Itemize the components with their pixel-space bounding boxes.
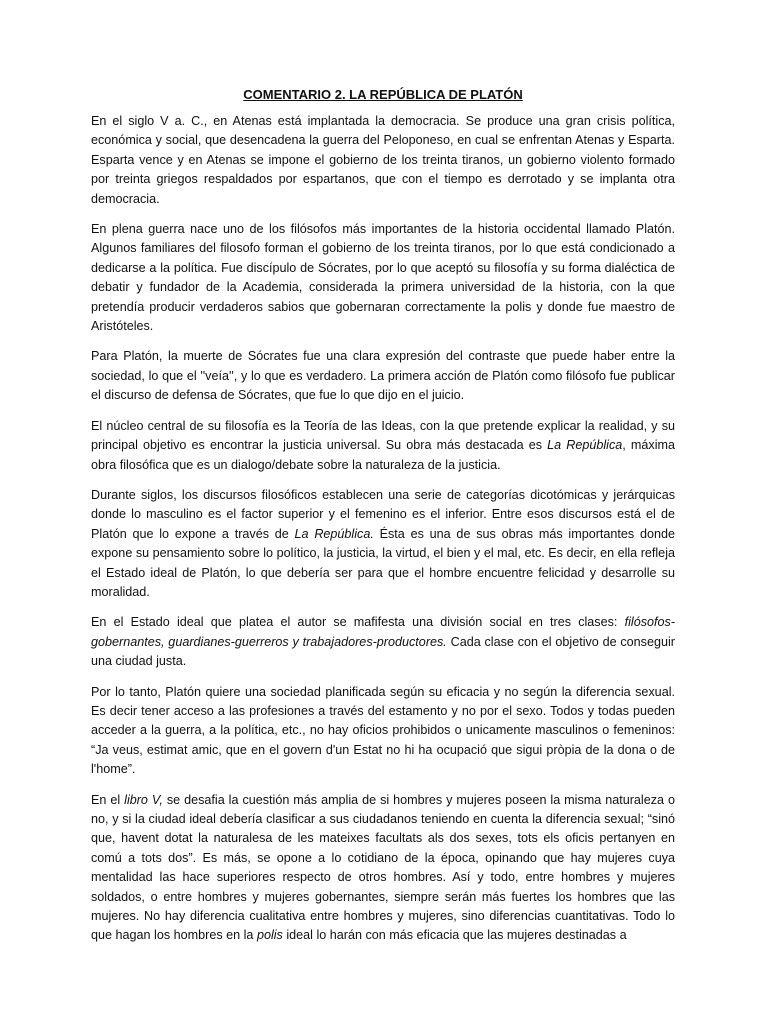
paragraph-3: [91, 347, 675, 405]
italic-book-title: La República.: [294, 526, 374, 541]
paragraph-text: Ésta es una de sus obras más importantes donde expone su pensamiento sobre lo político, la justicia, la virtud, el bien y el mal, etc. Es decir, en ella refleja el Estado ideal de Platón, lo que debería ser para que el hombre encuentre felicidad y desarrolle su moralidad.: [91, 526, 676, 599]
italic-class-list: filósofos-gobernantes, guardianes-guerreros y trabajadores-productores.: [91, 615, 675, 649]
paragraph-text: , máxima obra filosófica que es un dialogo/debate sobre la naturaleza de la justicia.: [91, 438, 675, 472]
paragraph-text: ideal lo harán con más eficacia que las mujeres destinadas a: [282, 928, 627, 943]
italic-term: polis: [256, 928, 283, 943]
paragraph-1: [91, 112, 675, 209]
paragraph-5: [91, 486, 675, 602]
paragraph-text: En el: [91, 792, 125, 807]
document-body: [91, 85, 675, 957]
paragraph-text: se desafia la cuestión más amplia de si hombres y mujeres poseen la misma naturaleza o no, y si la ciudad ideal debería clasificar a sus ciudadanos teniendo en cuenta la diferencia sexual; “sinó que, havent dotat la naturalesa de les mateixes facultats als dos sexes, tots els oficis pertanyen en comú a tots dos”. Es más, se opone a lo cotidiano de la época, opinando que hay mujeres cuya mentalidad las hace superiores respecto de otros hombres. Así y todo, entre hombres y mujeres soldados, o entre hombres y mujeres gobernantes, siempre serán más fuertes los hombres que las mujeres. No hay diferencia cualitativa entre hombres y mujeres, sino diferencias cuantitativas. Todo lo que hagan los hombres en la: [91, 792, 675, 943]
paragraph-text: El núcleo central de su filosofía es la Teoría de las Ideas, con la que pretende explicar la realidad, y su principal objetivo es encontrar la justicia universal. Su obra más destacada es: [91, 418, 675, 453]
paragraph-8: [91, 791, 675, 946]
document-title: COMENTARIO 2. LA REPÚBLICA DE PLATÓN: [243, 87, 523, 102]
italic-book-title: La República: [547, 438, 623, 453]
paragraph-text: En el Estado ideal que platea el autor se mafifesta una división social en tres clases:: [91, 615, 625, 630]
paragraph-text: Durante siglos, los discursos filosóficos establecen una serie de categorías dicotómicas y jerárquicas donde lo masculino es el factor superior y el femenino es el inferior. Entre esos discursos está el de Platón que lo expone a través de: [91, 487, 675, 541]
paragraph-text: Para Platón, la muerte de Sócrates fue una clara expresión del contraste que puede haber entre la sociedad, lo que el ''veía'', y lo que es verdadero. La primera acción de Platón como filósofo fue publicar el discurso de defensa de Sócrates, que fue lo que dijo en el juicio.: [91, 349, 675, 403]
paragraph-text: En plena guerra nace uno de los filósofos más importantes de la historia occidental llamado Platón. Algunos familiares del filosofo forman el gobierno de los treinta tiranos, por lo que está condicionado a dedicarse a la política. Fue discípulo de Sócrates, por lo que aceptó su filosofía y su forma dialéctica de debatir y fundador de la Academia, considerada la primera universidad de la historia, con la que pretendía producir verdaderos sabios que gobernaran correctamente la polis y donde fue maestro de Aristóteles.: [91, 222, 675, 334]
paragraph-7: [91, 683, 675, 780]
paragraph-text: Por lo tanto, Platón quiere una sociedad planificada según su eficacia y no según la diferencia sexual. Es decir tener acceso a las profesiones a través del estamento y no por el sexo. Todos y todas pueden acceder a la guerra, a la política, etc., no hay oficios prohibidos o unicamente masculinos o femeninos: “Ja veus, estimat amic, que en el govern d'un Estat no hi ha ocupació que sigui pròpia de la dona o de l'home”.: [91, 684, 675, 777]
paragraph-2: [91, 220, 675, 336]
paragraph-text: Cada clase con el objetivo de conseguir una ciudad justa.: [91, 634, 675, 669]
paragraph-6: [91, 613, 675, 671]
paragraph-4: [91, 417, 675, 475]
paragraph-text: En el siglo V a. C., en Atenas está implantada la democracia. Se produce una gran crisis política, económica y social, que desencadena la guerra del Peloponeso, en cual se enfrentan Atenas y Esparta. Esparta vence y en Atenas se impone el gobierno de los treinta tiranos, un gobierno violento formado por treinta griegos respaldados por espartanos, que con el tiempo es derrotado y se implanta otra democracia.: [91, 114, 675, 206]
italic-book-reference: libro V,: [124, 792, 163, 807]
